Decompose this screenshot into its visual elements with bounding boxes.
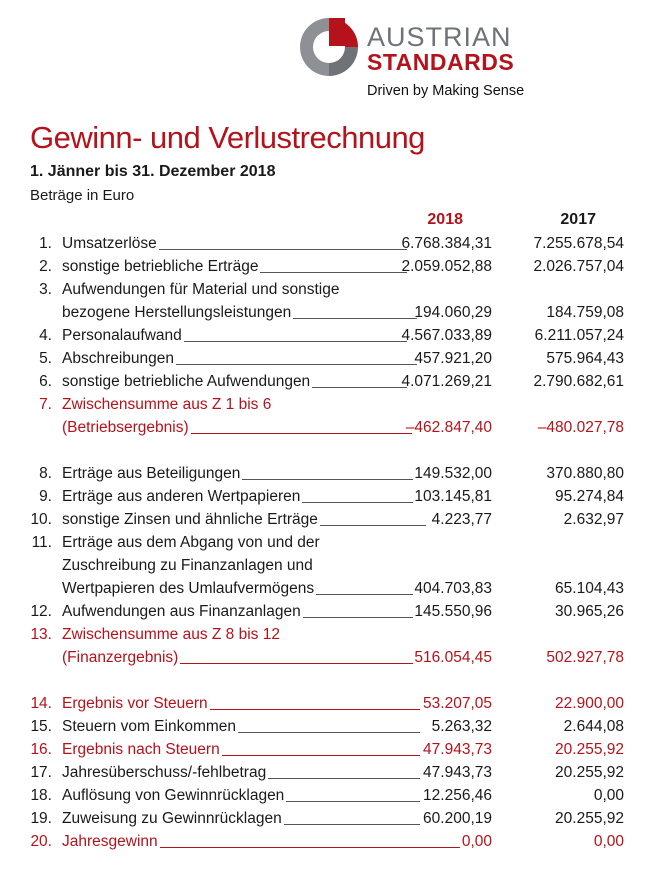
year-header-previous: 2017: [560, 211, 596, 228]
row-number: 13.: [30, 626, 52, 643]
value-2017: 184.759,08: [546, 304, 624, 321]
table-row: [0, 623, 658, 646]
table-row: [0, 485, 658, 508]
value-2017: 2.644,08: [563, 718, 624, 735]
table-row: [0, 255, 658, 278]
row-spacer: [0, 669, 658, 692]
value-2018: 47.943,73: [423, 764, 492, 781]
value-2018: 12.256,46: [423, 787, 492, 804]
row-number: 2.: [39, 258, 52, 275]
brand-tagline: Driven by Making Sense: [367, 83, 525, 99]
row-number: 6.: [39, 373, 52, 390]
row-label: Zwischensumme aus Z 1 bis 6: [62, 396, 272, 413]
value-2017: 2.790.682,61: [533, 373, 624, 390]
report-period: 1. Jänner bis 31. Dezember 2018: [30, 163, 276, 180]
row-label: Aufwendungen aus Finanzanlagen: [62, 600, 413, 623]
row-number: 1.: [39, 235, 52, 252]
row-label: Wertpapieren des Umlaufvermögens: [62, 577, 413, 600]
austrian-standards-logo-icon: [300, 16, 358, 78]
brand-logo: [300, 16, 525, 106]
table-row: [0, 393, 658, 416]
value-2017: 0,00: [593, 787, 624, 804]
value-2018: 516.054,45: [414, 649, 492, 666]
table-row: [0, 577, 658, 600]
table-row: [0, 807, 658, 830]
value-2018: 457.921,20: [414, 350, 492, 367]
table-row: [0, 738, 658, 761]
table-row: [0, 531, 658, 554]
value-2018: 404.703,83: [414, 580, 492, 597]
table-row: [0, 278, 658, 301]
row-label: Jahresgewinn: [62, 830, 460, 853]
row-label: Ergebnis nach Steuern: [62, 738, 420, 761]
table-row: [0, 646, 658, 669]
row-label: Ergebnis vor Steuern: [62, 692, 420, 715]
row-label: Erträge aus Beteiligungen: [62, 462, 413, 485]
value-2018: 0,00: [461, 833, 492, 850]
table-row: [0, 462, 658, 485]
table-row: [0, 301, 658, 324]
row-label: Zuschreibung zu Finanzanlagen und: [62, 557, 313, 574]
table-row: [0, 692, 658, 715]
row-number: 7.: [39, 396, 52, 413]
table-row: [0, 324, 658, 347]
row-number: 14.: [30, 695, 52, 712]
row-number: 16.: [30, 741, 52, 758]
brand-name-line1: AUSTRIAN: [367, 22, 512, 52]
row-number: 18.: [30, 787, 52, 804]
brand-name-line2: STANDARDS: [367, 49, 515, 75]
value-2017: 20.255,92: [555, 764, 624, 781]
row-label: Personalaufwand: [62, 324, 407, 347]
value-2017: 6.211.057,24: [534, 327, 624, 344]
value-2017: 65.104,43: [555, 580, 624, 597]
value-2018: 4.071.269,21: [401, 373, 492, 390]
row-label: Aufwendungen für Material und sonstige: [62, 281, 340, 298]
value-2017: 0,00: [593, 833, 624, 850]
value-2017: 95.274,84: [555, 488, 624, 505]
row-number: 8.: [39, 465, 52, 482]
value-2018: 145.550,96: [414, 603, 492, 620]
value-2018: 53.207,05: [423, 695, 492, 712]
table-row: [0, 715, 658, 738]
value-2017: 502.927,78: [546, 649, 624, 666]
value-2017: 7.255.678,54: [533, 235, 624, 252]
value-2018: 2.059.052,88: [401, 258, 492, 275]
table-row: [0, 830, 658, 853]
row-label: Erträge aus anderen Wertpapieren: [62, 485, 413, 508]
value-2018: 103.145,81: [414, 488, 492, 505]
row-label: Zuweisung zu Gewinnrücklagen: [62, 807, 420, 830]
row-label: sonstige betriebliche Aufwendungen: [62, 370, 407, 393]
table-row: [0, 232, 658, 255]
value-2018: 6.768.384,31: [401, 235, 492, 252]
table-row: [0, 416, 658, 439]
value-2017: 370.880,80: [546, 465, 624, 482]
value-2017: –480.027,78: [537, 419, 624, 436]
value-2018: 149.532,00: [414, 465, 492, 482]
row-number: 17.: [30, 764, 52, 781]
row-label: (Betriebsergebnis): [62, 416, 412, 439]
value-2017: 30.965,26: [555, 603, 624, 620]
row-number: 5.: [39, 350, 52, 367]
table-row: [0, 370, 658, 393]
table-row: [0, 508, 658, 531]
row-label: Umsatzerlöse: [62, 232, 407, 255]
value-2017: 575.964,43: [546, 350, 624, 367]
value-2018: 60.200,19: [423, 810, 492, 827]
value-2018: –462.847,40: [405, 419, 492, 436]
value-2018: 4.567.033,89: [401, 327, 492, 344]
row-label: (Finanzergebnis): [62, 646, 413, 669]
report-unit: Beträge in Euro: [30, 187, 135, 204]
row-number: 15.: [30, 718, 52, 735]
value-2017: 2.026.757,04: [533, 258, 624, 275]
report-title: Gewinn- und Verlustrechnung: [30, 120, 425, 155]
row-label: Steuern vom Einkommen: [62, 715, 420, 738]
value-2017: 2.632,97: [563, 511, 624, 528]
value-2018: 194.060,29: [414, 304, 492, 321]
year-header-current: 2018: [427, 211, 463, 228]
table-row: [0, 784, 658, 807]
row-number: 10.: [30, 511, 52, 528]
table-row: [0, 554, 658, 577]
row-label: bezogene Herstellungsleistungen: [62, 301, 417, 324]
row-number: 11.: [31, 534, 52, 551]
row-number: 19.: [30, 810, 52, 827]
income-statement-table: [0, 232, 658, 853]
value-2018: 47.943,73: [423, 741, 492, 758]
row-number: 12.: [30, 603, 52, 620]
value-2018: 5.263,32: [431, 718, 492, 735]
value-2017: 22.900,00: [555, 695, 624, 712]
row-label: Abschreibungen: [62, 347, 417, 370]
table-row: [0, 600, 658, 623]
value-2017: 20.255,92: [555, 810, 624, 827]
row-number: 3.: [39, 281, 52, 298]
row-label: sonstige betriebliche Erträge: [62, 255, 407, 278]
row-number: 4.: [39, 327, 52, 344]
table-row: [0, 761, 658, 784]
row-number: 20.: [30, 833, 52, 850]
value-2017: 20.255,92: [555, 741, 624, 758]
row-spacer: [0, 439, 658, 462]
row-label: Erträge aus dem Abgang von und der: [62, 534, 320, 551]
row-label: Zwischensumme aus Z 8 bis 12: [62, 626, 280, 643]
value-2018: 4.223,77: [431, 511, 492, 528]
row-label: Jahresüberschuss/-fehlbetrag: [62, 761, 420, 784]
table-row: [0, 347, 658, 370]
row-label: Auflösung von Gewinnrücklagen: [62, 784, 420, 807]
row-number: 9.: [39, 488, 52, 505]
row-label: sonstige Zinsen und ähnliche Erträge: [62, 508, 426, 531]
